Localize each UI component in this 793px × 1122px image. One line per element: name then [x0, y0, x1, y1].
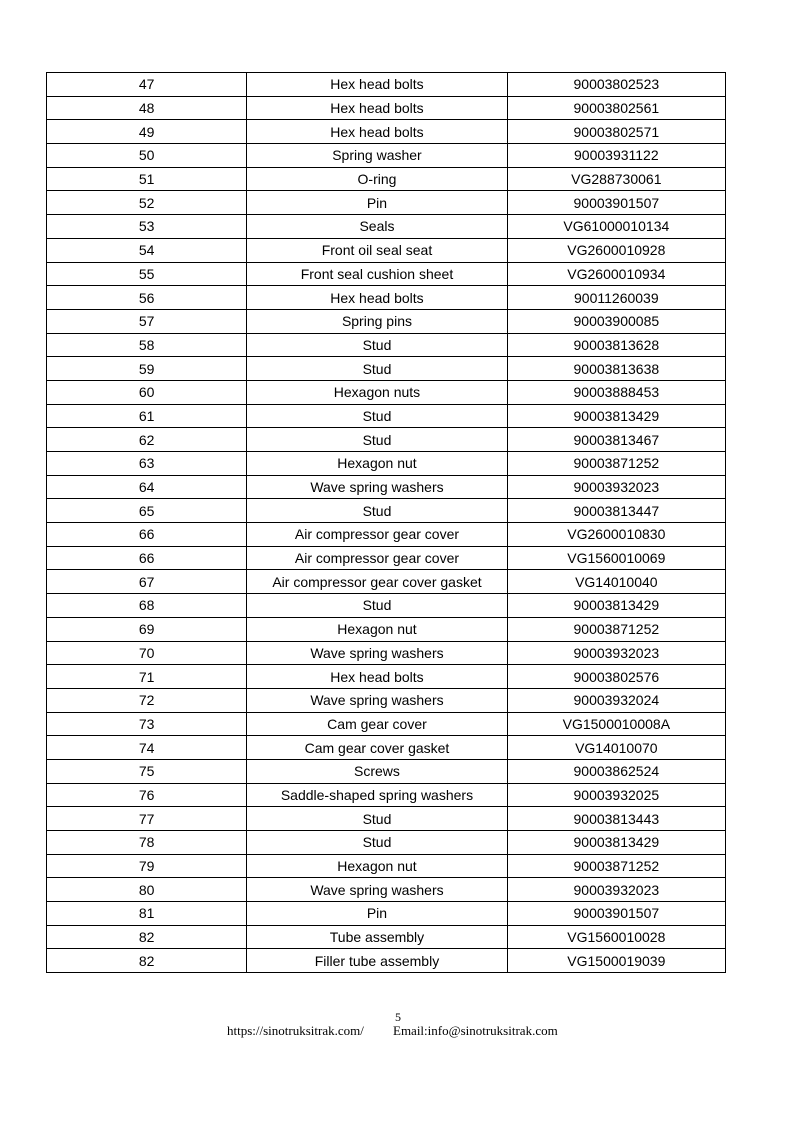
table-row: [47, 499, 726, 523]
table-row: [47, 191, 726, 215]
table-row: [47, 144, 726, 168]
part-code-cell: VG1560010028: [507, 925, 725, 949]
part-name-cell: Wave spring washers: [247, 878, 507, 902]
part-number-cell: 76: [47, 783, 247, 807]
part-code-cell: VG61000010134: [507, 215, 725, 239]
part-code-cell: 90003871252: [507, 617, 725, 641]
table-row: [47, 688, 726, 712]
table-row: [47, 617, 726, 641]
table-row: [47, 120, 726, 144]
part-code-cell: VG2600010830: [507, 523, 725, 547]
part-name-cell: Front seal cushion sheet: [247, 262, 507, 286]
part-number-cell: 78: [47, 831, 247, 855]
part-name-cell: Air compressor gear cover: [247, 546, 507, 570]
part-number-cell: 79: [47, 854, 247, 878]
table-row: [47, 428, 726, 452]
table-row: [47, 546, 726, 570]
part-name-cell: Hexagon nut: [247, 452, 507, 476]
part-number-cell: 49: [47, 120, 247, 144]
table-row: [47, 262, 726, 286]
part-number-cell: 75: [47, 759, 247, 783]
part-code-cell: 90003871252: [507, 452, 725, 476]
part-number-cell: 74: [47, 736, 247, 760]
part-number-cell: 61: [47, 404, 247, 428]
part-code-cell: 90003871252: [507, 854, 725, 878]
table-row: [47, 73, 726, 97]
part-name-cell: Air compressor gear cover: [247, 523, 507, 547]
part-name-cell: Wave spring washers: [247, 641, 507, 665]
part-code-cell: 90003901507: [507, 191, 725, 215]
part-name-cell: Cam gear cover: [247, 712, 507, 736]
part-name-cell: Hex head bolts: [247, 120, 507, 144]
table-row: [47, 167, 726, 191]
part-number-cell: 81: [47, 902, 247, 926]
part-number-cell: 64: [47, 475, 247, 499]
table-row: [47, 96, 726, 120]
part-number-cell: 65: [47, 499, 247, 523]
part-name-cell: Seals: [247, 215, 507, 239]
part-code-cell: 90003813628: [507, 333, 725, 357]
part-name-cell: Wave spring washers: [247, 688, 507, 712]
part-number-cell: 56: [47, 286, 247, 310]
part-number-cell: 63: [47, 452, 247, 476]
part-code-cell: 90003932023: [507, 878, 725, 902]
part-code-cell: VG2600010928: [507, 238, 725, 262]
part-number-cell: 82: [47, 925, 247, 949]
part-name-cell: Hexagon nuts: [247, 380, 507, 404]
part-number-cell: 77: [47, 807, 247, 831]
table-row: [47, 404, 726, 428]
table-row: [47, 238, 726, 262]
part-name-cell: Tube assembly: [247, 925, 507, 949]
part-code-cell: 90003932025: [507, 783, 725, 807]
part-number-cell: 82: [47, 949, 247, 973]
part-number-cell: 73: [47, 712, 247, 736]
part-name-cell: Saddle-shaped spring washers: [247, 783, 507, 807]
part-code-cell: VG14010070: [507, 736, 725, 760]
part-number-cell: 60: [47, 380, 247, 404]
part-name-cell: Wave spring washers: [247, 475, 507, 499]
part-code-cell: VG1500010008A: [507, 712, 725, 736]
part-number-cell: 48: [47, 96, 247, 120]
table-row: [47, 665, 726, 689]
part-name-cell: O-ring: [247, 167, 507, 191]
table-row: [47, 783, 726, 807]
part-code-cell: 90003802523: [507, 73, 725, 97]
table-row: [47, 949, 726, 973]
part-name-cell: Stud: [247, 357, 507, 381]
part-name-cell: Hexagon nut: [247, 617, 507, 641]
table-row: [47, 594, 726, 618]
part-name-cell: Front oil seal seat: [247, 238, 507, 262]
part-name-cell: Filler tube assembly: [247, 949, 507, 973]
part-code-cell: VG2600010934: [507, 262, 725, 286]
part-code-cell: 90003813467: [507, 428, 725, 452]
part-number-cell: 71: [47, 665, 247, 689]
footer-website: https://sinotruksitrak.com/: [227, 1023, 364, 1038]
part-code-cell: VG1500019039: [507, 949, 725, 973]
table-row: [47, 854, 726, 878]
part-name-cell: Hexagon nut: [247, 854, 507, 878]
parts-table: [46, 72, 726, 973]
table-row: [47, 641, 726, 665]
part-name-cell: Hex head bolts: [247, 96, 507, 120]
part-number-cell: 59: [47, 357, 247, 381]
part-code-cell: 90003813638: [507, 357, 725, 381]
part-number-cell: 67: [47, 570, 247, 594]
part-name-cell: Pin: [247, 902, 507, 926]
part-number-cell: 66: [47, 546, 247, 570]
part-name-cell: Pin: [247, 191, 507, 215]
part-number-cell: 68: [47, 594, 247, 618]
part-number-cell: 72: [47, 688, 247, 712]
part-code-cell: 90003802561: [507, 96, 725, 120]
part-number-cell: 47: [47, 73, 247, 97]
table-row: [47, 570, 726, 594]
part-code-cell: 90003888453: [507, 380, 725, 404]
part-name-cell: Stud: [247, 428, 507, 452]
footer-email: Email:info@sinotruksitrak.com: [393, 1023, 558, 1038]
part-code-cell: 90003862524: [507, 759, 725, 783]
table-row: [47, 309, 726, 333]
part-code-cell: 90003802571: [507, 120, 725, 144]
part-code-cell: VG14010040: [507, 570, 725, 594]
part-name-cell: Cam gear cover gasket: [247, 736, 507, 760]
table-row: [47, 925, 726, 949]
part-name-cell: Air compressor gear cover gasket: [247, 570, 507, 594]
table-row: [47, 475, 726, 499]
part-name-cell: Stud: [247, 404, 507, 428]
part-name-cell: Stud: [247, 499, 507, 523]
table-row: [47, 523, 726, 547]
part-number-cell: 55: [47, 262, 247, 286]
table-row: [47, 452, 726, 476]
table-row: [47, 878, 726, 902]
part-number-cell: 69: [47, 617, 247, 641]
part-name-cell: Hex head bolts: [247, 286, 507, 310]
part-code-cell: VG1560010069: [507, 546, 725, 570]
table-row: [47, 380, 726, 404]
part-number-cell: 80: [47, 878, 247, 902]
part-name-cell: Screws: [247, 759, 507, 783]
part-code-cell: 90003932023: [507, 641, 725, 665]
table-row: [47, 712, 726, 736]
part-code-cell: 90003802576: [507, 665, 725, 689]
part-code-cell: 90003932024: [507, 688, 725, 712]
part-name-cell: Stud: [247, 831, 507, 855]
table-row: [47, 357, 726, 381]
part-code-cell: VG288730061: [507, 167, 725, 191]
table-row: [47, 736, 726, 760]
table-row: [47, 902, 726, 926]
part-number-cell: 52: [47, 191, 247, 215]
part-name-cell: Stud: [247, 807, 507, 831]
table-row: [47, 286, 726, 310]
part-name-cell: Spring washer: [247, 144, 507, 168]
part-name-cell: Stud: [247, 594, 507, 618]
part-number-cell: 50: [47, 144, 247, 168]
part-number-cell: 53: [47, 215, 247, 239]
part-code-cell: 90003813429: [507, 404, 725, 428]
part-number-cell: 66: [47, 523, 247, 547]
part-number-cell: 70: [47, 641, 247, 665]
part-number-cell: 58: [47, 333, 247, 357]
part-code-cell: 90003901507: [507, 902, 725, 926]
part-code-cell: 90003932023: [507, 475, 725, 499]
part-name-cell: Hex head bolts: [247, 73, 507, 97]
part-code-cell: 90003900085: [507, 309, 725, 333]
parts-table-body: [47, 73, 726, 973]
part-number-cell: 62: [47, 428, 247, 452]
table-row: [47, 333, 726, 357]
page-number: 5: [395, 1010, 401, 1024]
part-number-cell: 54: [47, 238, 247, 262]
part-code-cell: 90003813429: [507, 831, 725, 855]
part-name-cell: Hex head bolts: [247, 665, 507, 689]
table-row: [47, 759, 726, 783]
part-code-cell: 90011260039: [507, 286, 725, 310]
part-code-cell: 90003813447: [507, 499, 725, 523]
table-row: [47, 215, 726, 239]
table-row: [47, 807, 726, 831]
part-code-cell: 90003931122: [507, 144, 725, 168]
part-number-cell: 51: [47, 167, 247, 191]
part-code-cell: 90003813443: [507, 807, 725, 831]
part-number-cell: 57: [47, 309, 247, 333]
table-row: [47, 831, 726, 855]
part-name-cell: Stud: [247, 333, 507, 357]
part-name-cell: Spring pins: [247, 309, 507, 333]
part-code-cell: 90003813429: [507, 594, 725, 618]
